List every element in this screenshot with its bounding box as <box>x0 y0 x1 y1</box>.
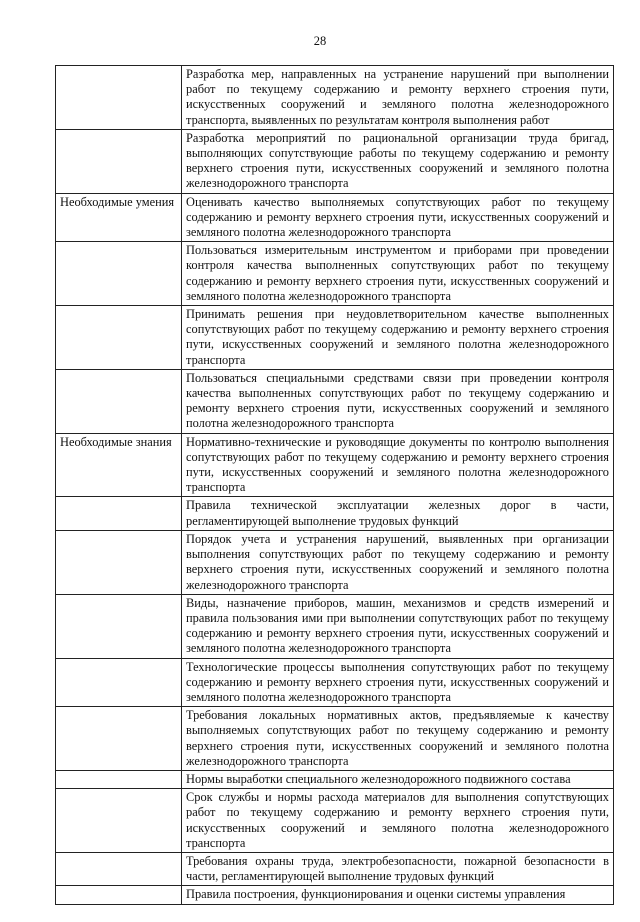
table-row <box>56 530 614 594</box>
row-text: Разработка мер, направленных на устранение нарушений при выполнении работ по текущему содержанию и ремонту верхнего строения пути, искусственных сооружений и земляного полотна железнодорожного транспорта, выявленных по результатам контроля выполнения работ <box>182 66 614 130</box>
row-label <box>56 789 182 853</box>
row-text: Требования охраны труда, электробезопасности, пожарной безопасности в части, регламентирующей выполнение трудовых функций <box>182 852 614 885</box>
row-text: Срок службы и нормы расхода материалов для выполнения сопутствующих работ по текущему содержанию и ремонту верхнего строения пути, искусственных сооружений и земляного полотна железнодорожного транспорта <box>182 789 614 853</box>
row-label <box>56 770 182 788</box>
table-row <box>56 242 614 306</box>
row-label <box>56 497 182 530</box>
table-row <box>56 770 614 788</box>
row-label <box>56 886 182 904</box>
table-row <box>56 707 614 771</box>
row-text: Правила построения, функционирования и оценки системы управления <box>182 886 614 904</box>
competency-table <box>55 65 614 905</box>
table-row <box>56 852 614 885</box>
row-label <box>56 852 182 885</box>
row-text: Пользоваться специальными средствами связи при проведении контроля качества выполненных сопутствующих работ по текущему содержанию и ремонту верхнего строения пути, искусственных сооружений и земляного полотна железнодорожного транспорта <box>182 369 614 433</box>
table-row <box>56 886 614 904</box>
table-row <box>56 433 614 497</box>
table-row <box>56 129 614 193</box>
page-number: 28 <box>313 34 327 48</box>
row-label <box>56 594 182 658</box>
table-row <box>56 658 614 707</box>
row-label <box>56 306 182 370</box>
row-label <box>56 369 182 433</box>
row-text: Правила технической эксплуатации железных дорог в части, регламентирующей выполнение трудовых функций <box>182 497 614 530</box>
row-text: Технологические процессы выполнения сопутствующих работ по текущему содержанию и ремонту верхнего строения пути, искусственных сооружений и земляного полотна железнодорожного транспорта <box>182 658 614 707</box>
row-label <box>56 242 182 306</box>
row-text: Виды, назначение приборов, машин, механизмов и средств измерений и правила пользования ими при выполнении сопутствующих работ по текущему содержанию и ремонту верхнего строения пути, искусственных сооружений и земляного полотна железнодорожного транспорта <box>182 594 614 658</box>
table-row <box>56 789 614 853</box>
row-text: Требования локальных нормативных актов, предъявляемые к качеству выполняемых сопутствующих работ по текущему содержанию и ремонту верхнего строения пути, искусственных сооружений и земляного полотна железнодорожного транспорта <box>182 707 614 771</box>
table-row <box>56 66 614 130</box>
row-text: Разработка мероприятий по рациональной организации труда бригад, выполняющих сопутствующие работы по текущему содержанию и ремонту верхнего строения пути, искусственных сооружений и земляного полотна железнодорожного транспорта <box>182 129 614 193</box>
row-label <box>56 66 182 130</box>
row-text: Нормативно-технические и руководящие документы по контролю выполнения сопутствующих работ по текущему содержанию и ремонту верхнего строения пути, искусственных сооружений и земляного полотна железнодорожного транспорта <box>182 433 614 497</box>
row-label <box>56 129 182 193</box>
row-label <box>56 658 182 707</box>
row-label <box>56 707 182 771</box>
row-text: Порядок учета и устранения нарушений, выявленных при организации выполнения сопутствующих работ по текущему содержанию и ремонту верхнего строения пути, искусственных сооружений и земляного полотна железнодорожного транспорта <box>182 530 614 594</box>
row-text: Оценивать качество выполняемых сопутствующих работ по текущему содержанию и ремонту верхнего строения пути, искусственных сооружений и земляного полотна железнодорожного транспорта <box>182 193 614 242</box>
row-label <box>56 530 182 594</box>
table-row <box>56 193 614 242</box>
table-row <box>56 594 614 658</box>
row-text: Нормы выработки специального железнодорожного подвижного состава <box>182 770 614 788</box>
table-row <box>56 369 614 433</box>
row-text: Пользоваться измерительным инструментом и приборами при проведении контроля качества выполненных сопутствующих работ по текущему содержанию и ремонту верхнего строения пути, искусственных сооружений и земляного полотна железнодорожного транспорта <box>182 242 614 306</box>
row-label-skills: Необходимые умения <box>56 193 182 242</box>
row-text: Принимать решения при неудовлетворительном качестве выполненных сопутствующих работ по текущему содержанию и ремонту верхнего строения пути, искусственных сооружений и земляного полотна железнодорожного транспорта <box>182 306 614 370</box>
row-label-knowledge: Необходимые знания <box>56 433 182 497</box>
table-row <box>56 497 614 530</box>
table-row <box>56 306 614 370</box>
